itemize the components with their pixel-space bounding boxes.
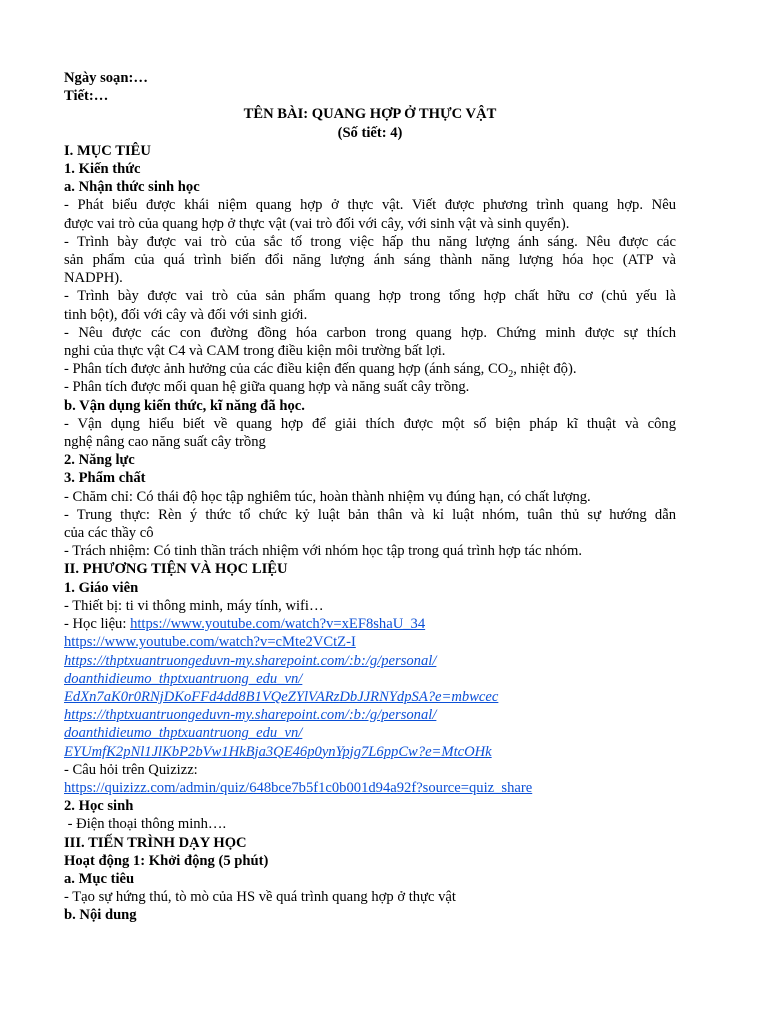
subheading-giao-vien: 1. Giáo viên [64,579,139,596]
section-heading-phuong-tien: II. PHƯƠNG TIỆN VÀ HỌC LIỆU [64,561,288,578]
quizizz-link[interactable]: https://quizizz.com/admin/quiz/648bce7b5f1c0b001d94a92f?source=quiz_share [64,779,533,796]
paragraph-line: - Trình bày được vai trò của sắc tố trong việc hấp thu năng lượng ánh sáng. Nêu được các [64,233,676,250]
paragraph-line: - Tạo sự hứng thú, tò mò của HS về quá trình quang hợp ở thực vật [64,889,456,906]
section-heading-muc-tieu: I. MỤC TIÊU [64,142,151,159]
subheading-nhan-thuc: a. Nhận thức sinh học [64,179,200,196]
ngay-soan: Ngày soạn:… [64,70,148,86]
subheading-hoc-sinh: 2. Học sinh [64,798,134,815]
quizizz-label: - Câu hỏi trên Quizizz: [64,761,198,778]
paragraph-line: nghệ nâng cao năng suất cây trồng [64,434,266,451]
youtube-link-2[interactable]: https://www.youtube.com/watch?v=cMte2VCtZ-I [64,634,356,651]
paragraph-line: tinh bột), đối với cây và đối với sinh giới. [64,306,308,323]
subheading-noi-dung: b. Nội dung [64,907,137,924]
lesson-title: TÊN BÀI: QUANG HỢP Ở THỰC VẬT [243,106,497,123]
paragraph-line: - Trách nhiệm: Có tinh thần trách nhiệm với nhóm học tập trong quá trình hợp tác nhóm. [64,543,583,560]
youtube-link-1[interactable]: https://www.youtube.com/watch?v=xEF8shaU_34 [130,616,426,633]
sharepoint-link-1-part3[interactable]: EdXn7aK0r0RNjDKoFFd4dd8B1VQeZYlVARzDbJJRNYdpSA?e=mbwcec [64,688,499,705]
sharepoint-link-2-part3[interactable]: EYUmfK2pNl1JlKbP2bVw1HkBja3QE46p0ynYpjg7L6ppCw?e=MtcOHk [64,743,492,760]
subheading-pham-chat: 3. Phẩm chất [64,470,146,487]
section-heading-tien-trinh: III. TIẾN TRÌNH DẠY HỌC [64,834,247,851]
subheading-hoat-dong-1: Hoạt động 1: Khởi động (5 phút) [64,852,269,869]
co2-text-post: , nhiệt độ). [513,361,577,378]
paragraph-line: của các thầy cô [64,525,154,542]
paragraph-line: - Điện thoại thông minh…. [64,816,227,833]
co2-text-pre: - Phân tích được ảnh hưởng của các điều kiện đến quang hợp (ánh sáng, CO [64,361,509,378]
paragraph-line: sản phẩm của quá trình biến đổi năng lượng ánh sáng thành năng lượng hóa học (ATP và [64,252,676,269]
hoc-lieu-line [64,615,676,633]
sharepoint-link-2-part1[interactable]: https://thptxuantruongeduvn-my.sharepoint.com/:b:/g/personal/ [64,707,437,724]
paragraph-line: NADPH). [64,270,123,287]
subheading-kien-thuc: 1. Kiến thức [64,161,141,178]
paragraph-line: - Phát biểu được khái niệm quang hợp ở thực vật. Viết được phương trình quang hợp. Nêu [64,197,676,214]
subheading-nang-luc: 2. Năng lực [64,452,135,469]
paragraph-line: nghi của thực vật C4 và CAM trong điều kiện môi trường bất lợi. [64,343,446,360]
subheading-van-dung: b. Vận dụng kiến thức, kĩ năng đã học. [64,397,305,414]
paragraph-line: - Vận dụng hiểu biết về quang hợp để giải thích được một số biện pháp kĩ thuật và công [64,415,676,432]
paragraph-line: - Thiết bị: ti vi thông minh, máy tính, wifi… [64,597,324,614]
co2-subscript: 2 [508,369,514,381]
paragraph-line: - Nêu được các con đường đồng hóa carbon trong quang hợp. Chứng minh được sự thích [64,324,676,341]
sharepoint-link-1-part2[interactable]: doanthidieumo_thptxuantruong_edu_vn/ [64,670,303,687]
sharepoint-link-1-part1[interactable]: https://thptxuantruongeduvn-my.sharepoint.com/:b:/g/personal/ [64,652,437,669]
paragraph-line [64,360,676,381]
paragraph-line: - Trình bày được vai trò của sản phẩm quang hợp trong tổng hợp chất hữu cơ (chủ yếu là [64,288,676,305]
lesson-period-count: (Số tiết: 4) [337,124,403,141]
hoc-lieu-label: - Học liệu: [64,616,131,633]
tiet: Tiết:… [64,88,109,105]
paragraph-line: - Trung thực: Rèn ý thức tổ chức kỷ luật bản thân và kỉ luật nhóm, tuân thủ sự hướng dẫn [64,506,676,523]
document-page [64,69,676,925]
paragraph-line: - Chăm chỉ: Có thái độ học tập nghiêm túc, hoàn thành nhiệm vụ đúng hạn, có chất lượng. [64,488,591,505]
subheading-muc-tieu: a. Mục tiêu [64,870,135,887]
paragraph-line: được vai trò của quang hợp ở thực vật (vai trò đối với cây, với sinh vật và sinh quyển). [64,215,570,232]
paragraph-line: - Phân tích được mối quan hệ giữa quang hợp và năng suất cây trồng. [64,379,470,396]
sharepoint-link-2-part2[interactable]: doanthidieumo_thptxuantruong_edu_vn/ [64,725,303,742]
